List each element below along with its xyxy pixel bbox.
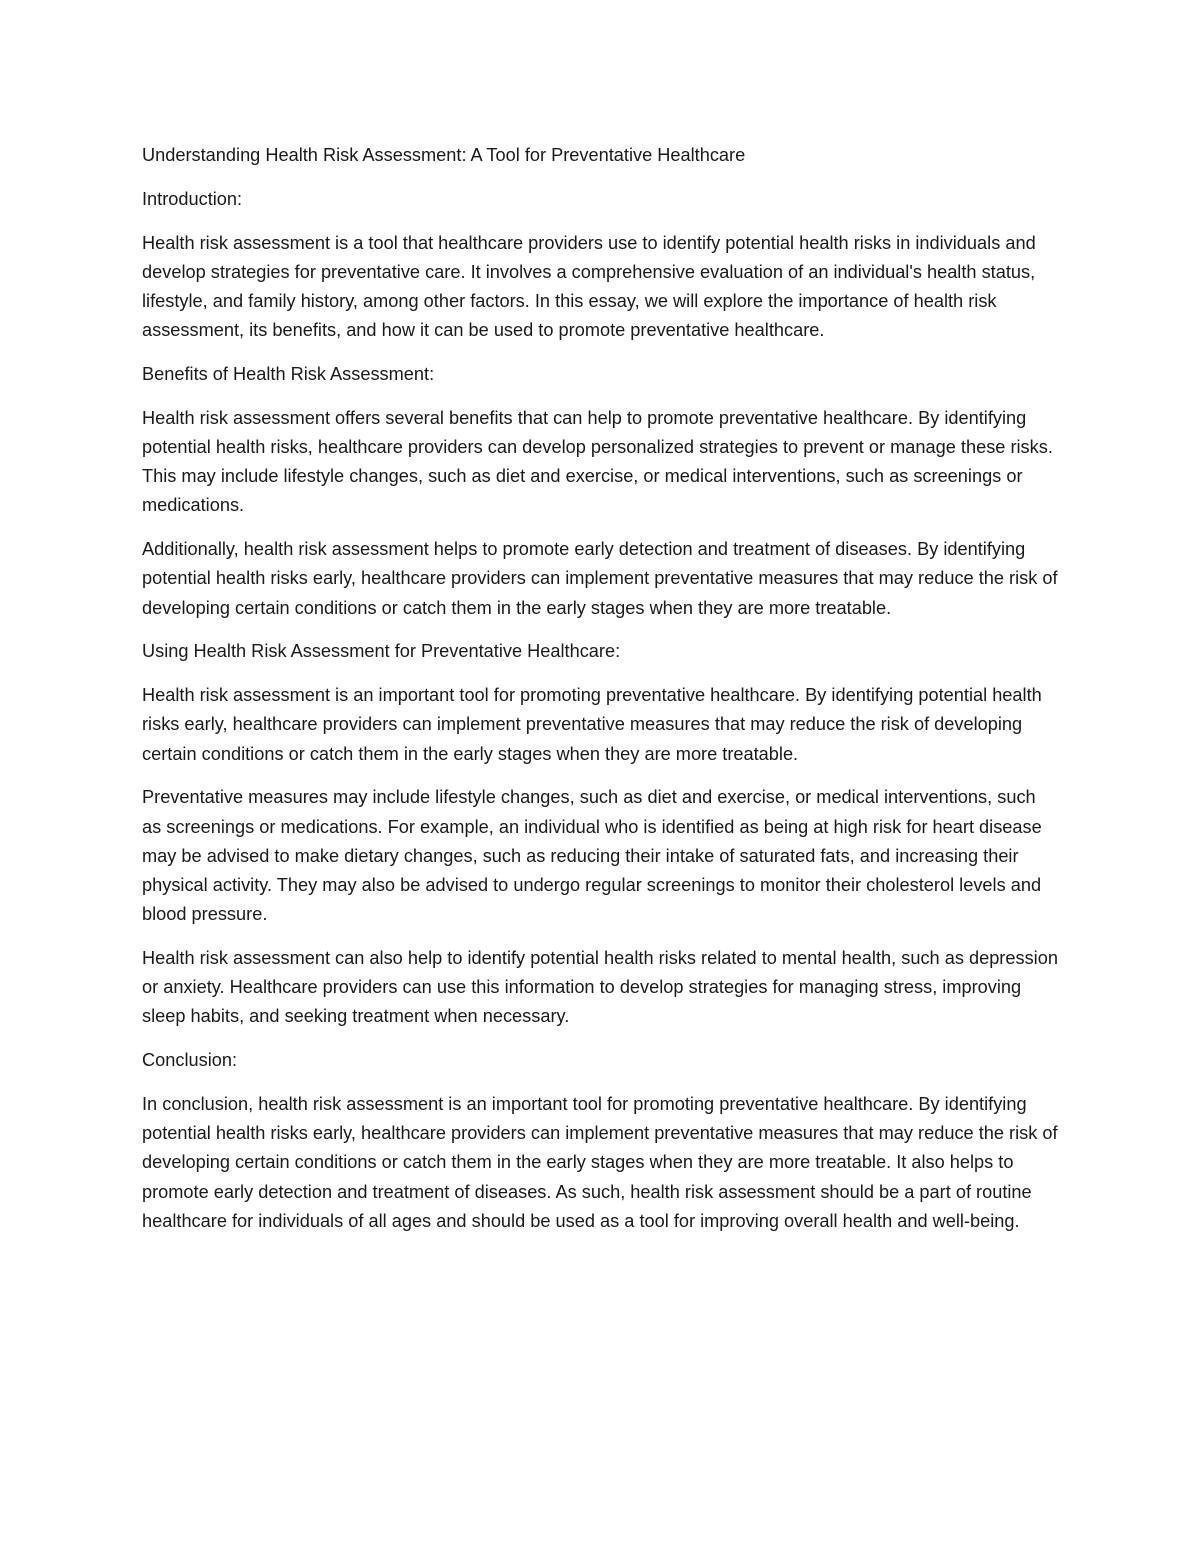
paragraph: Health risk assessment is a tool that healthcare providers use to identify potential health risks in individuals and develop strategies for preventative care. It involves a comprehensive evaluation of an individual's health status, lifestyle, and family history, among other factors. In this essay, we will explore the importance of health risk assessment, its benefits, and how it can be used to promote preventative healthcare. — [142, 232, 1036, 341]
section-heading-conclusion: Conclusion: — [142, 1050, 238, 1071]
section-heading-using: Using Health Risk Assessment for Preventative Healthcare: — [142, 641, 621, 662]
paragraph: Additionally, health risk assessment helps to promote early detection and treatment of diseases. By identifying potential health risks early, healthcare providers can implement preventative measures that may reduce the risk of developing certain conditions or catch them in the early stages when they are more treatable. — [142, 539, 1058, 618]
document-title: Understanding Health Risk Assessment: A Tool for Preventative Healthcare — [142, 145, 746, 165]
paragraph: Health risk assessment can also help to identify potential health risks related to mental health, such as depression or anxiety. Healthcare providers can use this information to develop strategies for managing stress, improving sleep habits, and seeking treatment when necessary. — [142, 948, 1058, 1027]
paragraph: In conclusion, health risk assessment is an important tool for promoting preventative healthcare. By identifying potential health risks early, healthcare providers can implement preventative measures that may reduce the risk of developing certain conditions or catch them in the early stages when they are more treatable. It also helps to promote early detection and treatment of diseases. As such, health risk assessment should be a part of routine healthcare for individuals of all ages and should be used as a tool for improving overall health and well-being. — [142, 1094, 1058, 1231]
section-heading-benefits: Benefits of Health Risk Assessment: — [142, 364, 435, 384]
document-body — [142, 141, 1058, 1251]
paragraph: Health risk assessment is an important tool for promoting preventative healthcare. By identifying potential health risks early, healthcare providers can implement preventative measures that may reduce the risk of developing certain conditions or catch them in the early stages when they are more treatable. — [142, 685, 1042, 764]
paragraph: Health risk assessment offers several benefits that can help to promote preventative healthcare. By identifying potential health risks, healthcare providers can develop personalized strategies to prevent or manage these risks. This may include lifestyle changes, such as diet and exercise, or medical interventions, such as screenings or medications. — [142, 407, 1053, 516]
section-heading-introduction: Introduction: — [142, 188, 243, 209]
paragraph: Preventative measures may include lifestyle changes, such as diet and exercise, or medical interventions, such as screenings or medications. For example, an individual who is identified as being at high risk for heart disease may be advised to make dietary changes, such as reducing their intake of saturated fats, and increasing their physical activity. They may also be advised to undergo regular screenings to monitor their cholesterol levels and blood pressure. — [142, 787, 1042, 925]
